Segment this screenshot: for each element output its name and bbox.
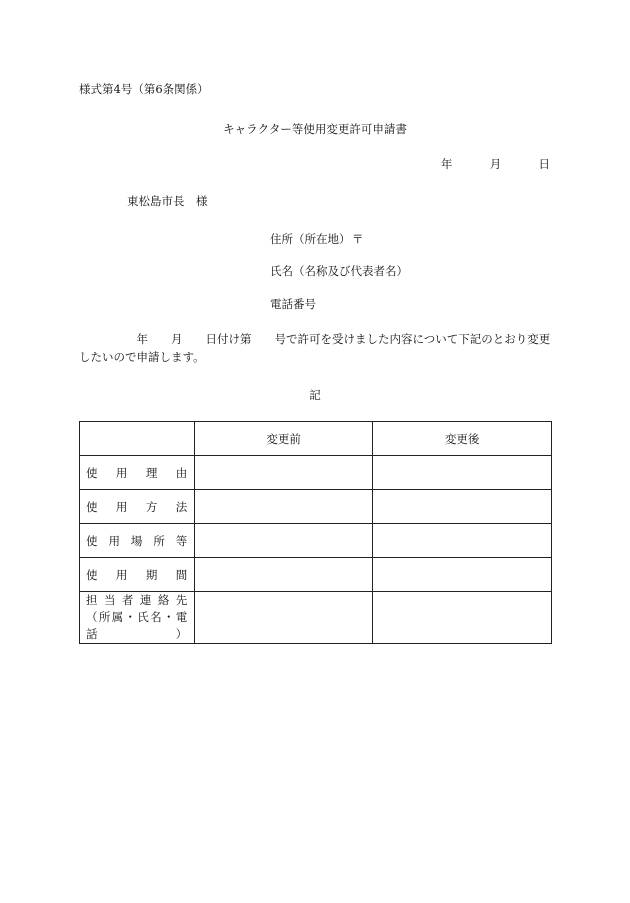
phone-label: 電話番号 [270, 297, 316, 311]
date-line [441, 156, 550, 172]
address-label: 住所（所在地） [270, 232, 351, 246]
cell-after[interactable] [373, 558, 552, 592]
contact-label-line2: （所属・氏名・電話） [86, 610, 188, 641]
contact-label-line1: 担当者連絡先 [86, 593, 188, 607]
ki-heading: 記 [309, 388, 321, 402]
header-after-change: 変更後 [373, 422, 552, 456]
cell-after[interactable] [373, 524, 552, 558]
row-label-usage-period: 使用期間 [80, 558, 195, 592]
header-blank [80, 422, 195, 456]
request-statement: 年 月 日付け第 号で許可を受けました内容について下記のとおり変更したいので申請します。 [79, 332, 551, 364]
date-day: 日 [538, 157, 550, 171]
table-row [80, 558, 552, 592]
row-label-contact [80, 592, 195, 644]
name-label: 氏名（名称及び代表者名） [270, 264, 408, 278]
table-row [80, 592, 552, 644]
cell-before[interactable] [194, 490, 373, 524]
cell-before[interactable] [194, 524, 373, 558]
cell-after[interactable] [373, 490, 552, 524]
header-before-change: 変更前 [194, 422, 373, 456]
change-request-table [79, 421, 552, 644]
row-label-usage-method: 使用方法 [80, 490, 195, 524]
table-row [80, 524, 552, 558]
cell-before[interactable] [194, 558, 373, 592]
cell-before[interactable] [194, 592, 373, 644]
date-year: 年 [440, 157, 453, 171]
form-number: 様式第4号（第6条関係） [79, 82, 209, 96]
date-month: 月 [489, 157, 502, 171]
row-label-usage-place: 使用場所等 [80, 524, 195, 558]
document-title: キャラクター等使用変更許可申請書 [223, 122, 407, 136]
table-row [80, 456, 552, 490]
row-label-usage-reason: 使用理由 [80, 456, 195, 490]
table-row [80, 490, 552, 524]
cell-after[interactable] [373, 592, 552, 644]
postal-mark: 〒 [352, 232, 364, 246]
cell-before[interactable] [194, 456, 373, 490]
addressee: 東松島市長 様 [127, 194, 208, 208]
cell-after[interactable] [373, 456, 552, 490]
table-header-row [80, 422, 552, 456]
